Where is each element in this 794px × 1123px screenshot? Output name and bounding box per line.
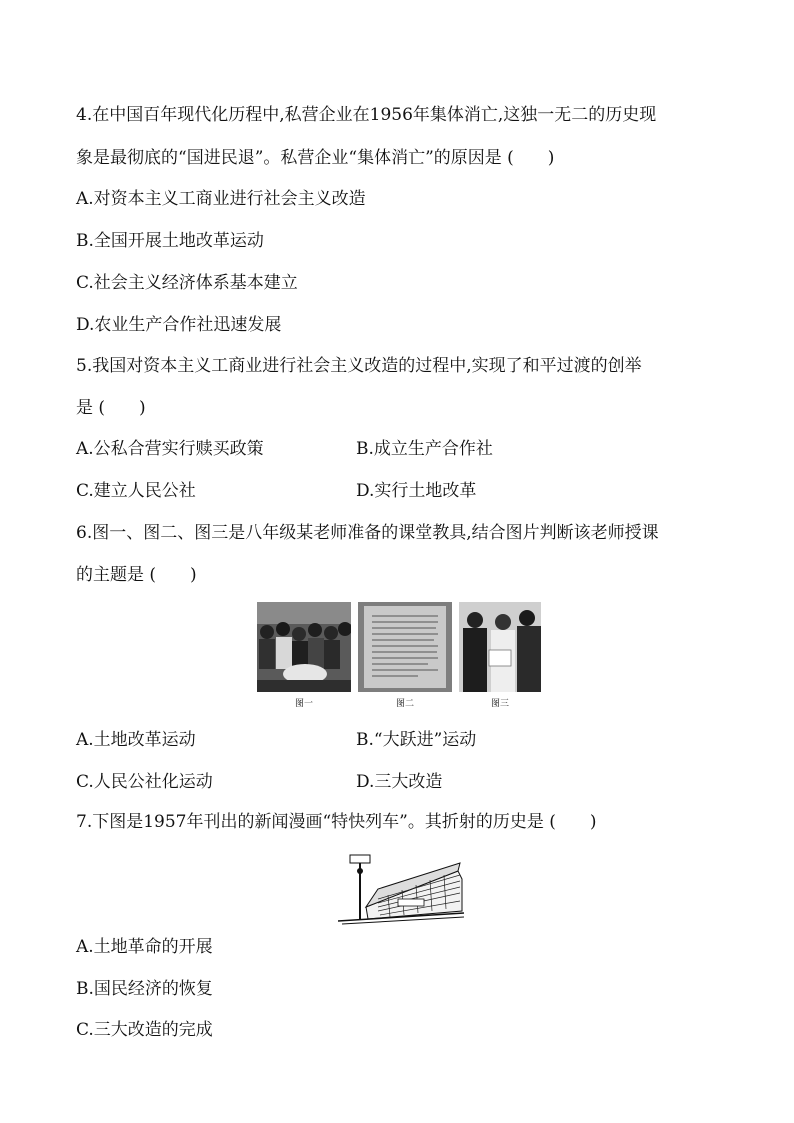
q4-option-b: B.全国开展土地改革运动 — [76, 231, 264, 251]
q6-figure-2-caption: 图二 — [395, 699, 414, 709]
q4-option-a: A.对资本主义工商业进行社会主义改造 — [76, 189, 366, 209]
q5-option-d: D.实行土地改革 — [356, 481, 477, 501]
q6-option-d: D.三大改造 — [356, 772, 443, 792]
q6-figure-1 — [257, 602, 351, 710]
q7-option-b: B.国民经济的恢复 — [76, 979, 213, 999]
q6-stem-line1: 6.图一、图二、图三是八年级某老师准备的课堂教具,结合图片判断该老师授课 — [76, 523, 659, 543]
q6-figure-1-caption: 图一 — [294, 699, 313, 709]
q5-stem-line2: 是 ( ) — [76, 398, 146, 418]
q4-stem-line1: 4.在中国百年现代化历程中,私营企业在1956年集体消亡,这独一无二的历史现 — [76, 105, 657, 125]
express-train-cartoon — [338, 849, 464, 925]
q5-option-b: B.成立生产合作社 — [356, 439, 493, 459]
q6-option-c: C.人民公社化运动 — [76, 772, 213, 792]
q5-option-a: A.公私合营实行赎买政策 — [76, 439, 264, 459]
q5-stem-line1: 5.我国对资本主义工商业进行社会主义改造的过程中,实现了和平过渡的创举 — [76, 356, 642, 376]
people-photo — [459, 602, 541, 692]
document-photo — [358, 602, 452, 692]
q4-stem-line2: 象是最彻底的“国进民退”。私营企业“集体消亡”的原因是 ( ) — [76, 148, 555, 168]
q5-option-c: C.建立人民公社 — [76, 481, 196, 501]
q6-option-b: B.“大跃进”运动 — [356, 730, 477, 750]
q7-stem-line1: 7.下图是1957年刊出的新闻漫画“特快列车”。其折射的历史是 ( ) — [76, 812, 597, 832]
q7-option-a: A.土地革命的开展 — [76, 937, 213, 957]
q6-option-a: A.土地改革运动 — [76, 730, 196, 750]
q6-figure-row — [257, 602, 547, 712]
q6-figure-3-caption: 图三 — [490, 699, 509, 709]
q4-option-d: D.农业生产合作社迅速发展 — [76, 315, 282, 335]
q7-option-c: C.三大改造的完成 — [76, 1020, 213, 1040]
q6-figure-2 — [358, 602, 452, 710]
q6-figure-3 — [459, 602, 541, 710]
q4-option-c: C.社会主义经济体系基本建立 — [76, 273, 298, 293]
q6-stem-line2: 的主题是 ( ) — [76, 565, 197, 585]
crowd-photo — [257, 602, 351, 692]
